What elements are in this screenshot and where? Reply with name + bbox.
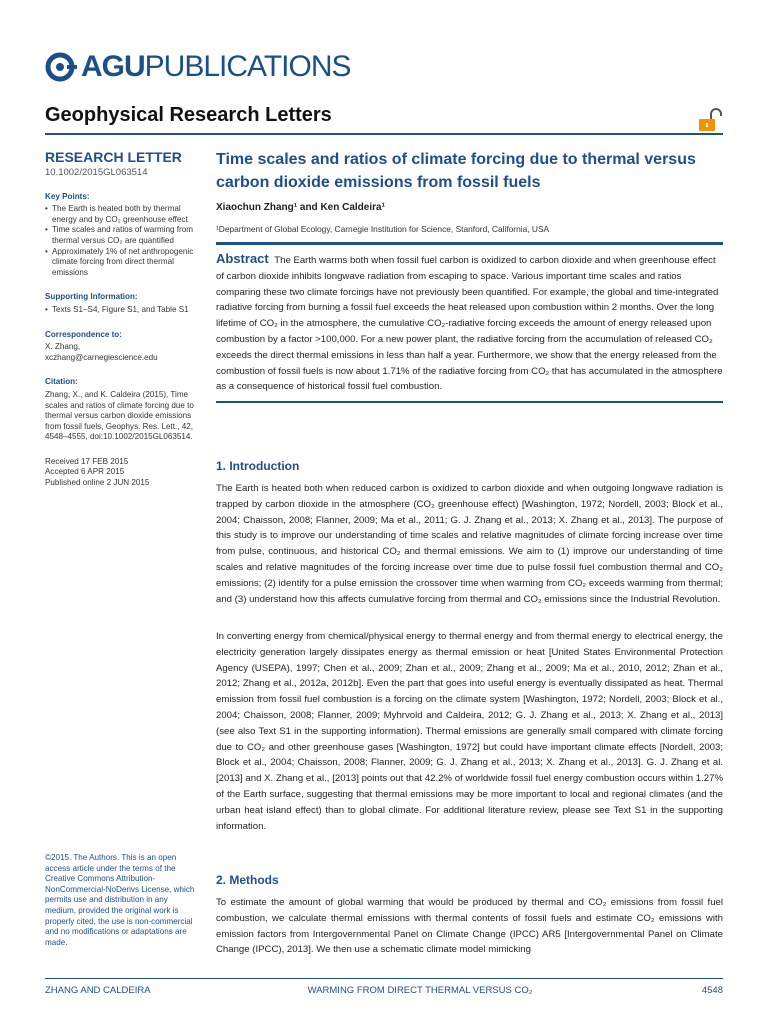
abstract-rule (216, 242, 723, 245)
supporting-heading: Supporting Information: (45, 292, 138, 302)
abstract-heading: Abstract (216, 251, 269, 266)
supporting-list (45, 305, 195, 316)
citation-heading: Citation: (45, 377, 78, 387)
received-date: Received 17 FEB 2015 (45, 456, 129, 466)
key-points-list (45, 204, 195, 278)
footer-authors: ZHANG AND CALDEIRA (45, 985, 151, 996)
section-heading-introduction: 1. Introduction (216, 459, 300, 473)
correspondence-heading: Correspondence to: (45, 329, 122, 339)
abstract-bottom-rule (216, 401, 723, 403)
section-heading-methods: 2. Methods (216, 873, 279, 887)
article-authors: Xiaochun Zhang¹ and Ken Caldeira¹ (216, 202, 385, 213)
journal-title: Geophysical Research Letters (45, 104, 332, 126)
sidebar (45, 148, 195, 489)
doi[interactable]: 10.1002/2015GL063514 (45, 167, 148, 178)
author-affiliation: ¹Department of Global Ecology, Carnegie Institution for Science, Stanford, California, USA (216, 224, 550, 234)
article-type: RESEARCH LETTER (45, 149, 182, 165)
intro-paragraph-2: In converting energy from chemical/physical energy to thermal energy and from thermal energy to electrical energy, the electricity generation largely dissipates energy as thermal emission or heat [United States Environmental Protection Agency (USEPA), 1997; Chen et al., 2009; Zhan et al., 2009; Zhang et al., 2009; Ma et al., 2010, 2012; Zhan et al., 2012; Zhang et al., 2012a, 2012b]. Even the part that goes into useful energy is eventually dissipated as heat. Thermal emission from fossil fuel combustion is a forcing on the climate system [Washington, 1972; Nordell, 2003; Block et al., 2004; Chaisson, 2008; Flanner, 2009; Myhrvold and Caldeira, 2012; G. J. Zhang et al., 2013; X. Zhang et al., 2013] (see also Text S1 in the supporting information). Thermal emissions are generally small compared with climate forcing due to CO₂ and other greenhouse gases [Washington, 1972] but could have important climate effects [Nordell, 2003; Block et al., 2004; Chaisson, 2008; Flanner, 2009; G. J. Zhang et al., 2013; X. Zhang et al., 2013]. G. J. Zhang et al. [2013] and X. Zhang et al., [2013] points out that 42.2% of worldwide fossil fuel energy combustion occurs within 1.27% of the Earth surface, suggesting that thermal emissions may be more important to local and regional climates (and the urban heat island effect) than to global climate. For additional literature review, please see Text S1 in the supporting information. (216, 631, 723, 832)
methods-paragraph: To estimate the amount of global warming that would be produced by thermal and CO₂ emissions from fossil fuel combustion, we calculate thermal emissions with thermal contents of fossil fuels and estimate CO₂ emissions with emission factors from Intergovernmental Panel on Climate Change (IPCC) AR5 [Intergovernmental Panel on Climate Change (IPCC), 2013]. We then use a schematic climate model mimicking (216, 897, 723, 956)
logo-agu-text: AGU (81, 50, 145, 83)
supporting-item[interactable]: • Texts S1–S4, Figure S1, and Table S1 (45, 305, 195, 316)
article-title: Time scales and ratios of climate forcing due to thermal versus carbon dioxide emissions from fossil fuels (216, 151, 696, 191)
logo-publications-text: PUBLICATIONS (144, 50, 351, 83)
open-lock-icon (697, 108, 723, 132)
article-header (216, 148, 723, 403)
footer-page-number: 4548 (701, 985, 723, 996)
key-point: • Time scales and ratios of warming from thermal versus CO₂ are quantified (45, 225, 195, 246)
header-rule (45, 133, 723, 135)
key-point: • Approximately 1% of net anthropogenic climate forcing from direct thermal emissions (45, 247, 195, 279)
correspondence-email[interactable]: xczhang@carnegiescience.edu (45, 352, 158, 362)
license-text: ©2015. The Authors. This is an open access article under the terms of the Creative Commons Attribution-NonCommercial-NoDerivs License, which permits use and distribution in any medium, provided the original work is properly cited, the use is non-commercial and no modifications or adaptations are made. (45, 853, 195, 947)
abstract (216, 251, 723, 395)
abstract-text: The Earth warms both when fossil fuel carbon is oxidized to carbon dioxide and when greenhouse effect of carbon dioxide inhibits longwave radiation from escaping to space. Various important time scales and ratios comparing these two climate forcings have not previously been quantified. For example, the global and time-integrated radiative forcing from burning a fossil fuel exceeds the heat released upon combustion within 2 months. Over the long lifetime of CO₂ in the atmosphere, the cumulative CO₂-radiative forcing exceeds the amount of energy released upon combustion by a factor >100,000. For a new power plant, the radiative forcing from the accumulation of released CO₂ exceeds the direct thermal emissions in less than half a year. Furthermore, we show that the energy released from the combustion of fossil fuels is now about 1.71% of the radiative forcing from CO₂ that has accumulated in the atmosphere as a consequence of historical fossil fuel combustion. (216, 255, 723, 393)
correspondence-name: X. Zhang, (45, 342, 81, 352)
published-date: Published online 2 JUN 2015 (45, 478, 150, 488)
intro-paragraph-1: The Earth is heated both when reduced carbon is oxidized to carbon dioxide and when outgoing longwave radiation is trapped by carbon dioxide in the atmosphere (CO₂ greenhouse effect) [Washington, 1972; Nordell, 2003; Block et al., 2004; Chaisson, 2008; Flanner, 2009; Ma et al., 2011; G. J. Zhang et al., 2013; X. Zhang et al., 2013]. The purpose of this study is to improve our understanding of time scales and relative magnitudes of climate forcing increase over time from pulse, continuous, and historical CO₂ and thermal emissions. We aim to (1) improve our understanding of time scales and relative magnitudes of the forcing increase over time due to pulse fossil fuel combustion thermal and CO₂ emissions; (2) identify for a pulse emission the crossover time when warming from CO₂ exceeds warming from thermal; and (3) understand how this affects cumulative forcing from thermal and CO₂ emissions since the Industrial Revolution. (216, 483, 723, 605)
citation-text: Zhang, X., and K. Caldeira (2015), Time scales and ratios of climate forcing due to thermal versus carbon dioxide emissions from fossil fuels, Geophys. Res. Lett., 42, 4548–4555, doi:10.1002/2015GL063514. (45, 389, 194, 442)
agu-globe-icon (45, 52, 77, 82)
footer-running-title: WARMING FROM DIRECT THERMAL VERSUS CO₂ (307, 985, 533, 996)
accepted-date: Accepted 6 APR 2015 (45, 467, 125, 477)
footer-rule (45, 978, 723, 979)
key-points-heading: Key Points: (45, 191, 90, 201)
key-point: • The Earth is heated both by thermal energy and by CO₂ greenhouse effect (45, 204, 195, 225)
agu-logo (45, 50, 351, 84)
